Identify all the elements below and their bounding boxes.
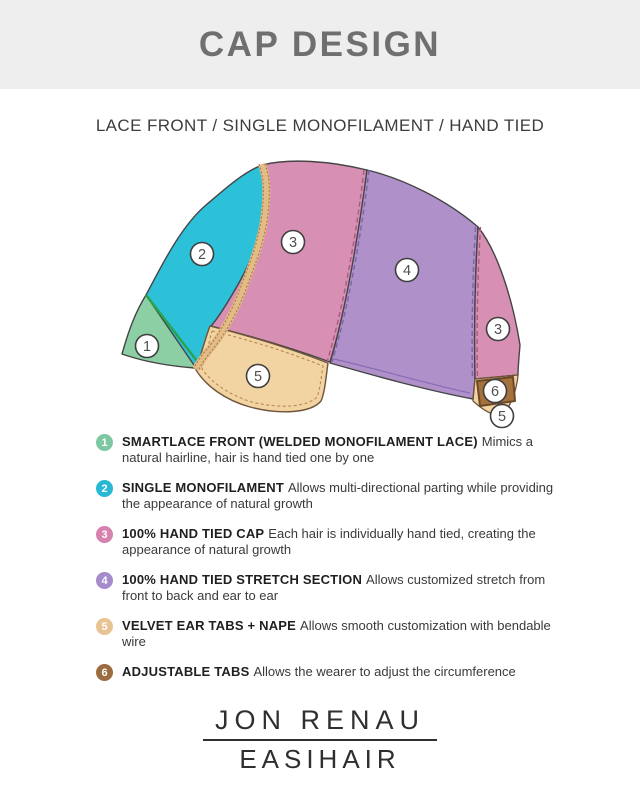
legend-desc-2: Allows multi-directional parting while providing the appearance of natural growth [122,480,554,511]
callout-4 [396,259,419,282]
legend-text-4 [122,572,564,604]
legend-text-3 [122,526,564,558]
legend-item-2 [96,480,564,512]
legend [96,434,564,681]
region-hand-tied-cap-back [475,227,520,379]
cap-illustration [100,149,540,431]
callout-3-front [282,231,305,254]
legend-badge-4: 4 [96,572,113,589]
legend-text-1 [122,434,564,466]
legend-label-2: SINGLE MONOFILAMENT [122,480,284,495]
legend-item-6 [96,664,564,681]
callout-5-ear-tab [247,365,270,388]
legend-label-6: ADJUSTABLE TABS [122,664,250,679]
callout-2 [191,243,214,266]
cap-subtitle: LACE FRONT / SINGLE MONOFILAMENT / HAND TIED [95,116,545,135]
legend-item-1 [96,434,564,466]
legend-badge-2: 2 [96,480,113,497]
legend-text-2 [122,480,564,512]
legend-item-5 [96,618,564,650]
callout-5-nape [491,405,514,428]
legend-desc-1: Mimics a natural hairline, hair is hand tied one by one [122,434,534,465]
legend-desc-3: Each hair is individually hand tied, creating the appearance of natural growth [122,526,536,557]
brand-name-top: JON RENAU [203,705,437,741]
legend-desc-4: Allows customized stretch from front to back and ear to ear [122,572,546,603]
legend-item-4 [96,572,564,604]
svg-text:5: 5 [497,409,507,425]
legend-label-1: SMARTLACE FRONT (WELDED MONOFILAMENT LACE) [122,434,478,449]
title-band [0,0,640,89]
svg-text:3: 3 [493,322,503,338]
legend-label-4: 100% HAND TIED STRETCH SECTION [122,572,363,587]
svg-text:1: 1 [142,339,152,355]
svg-text:3: 3 [288,235,298,251]
legend-badge-5: 5 [96,618,113,635]
legend-desc-6: Allows the wearer to adjust the circumference [253,664,516,679]
legend-text-5 [122,618,564,650]
svg-text:5: 5 [253,369,263,385]
callout-3-back [487,318,510,341]
legend-badge-3: 3 [96,526,113,543]
legend-item-3 [96,526,564,558]
legend-text-6 [122,664,516,680]
callout-1 [136,335,159,358]
svg-text:2: 2 [197,247,207,263]
legend-label-5: VELVET EAR TABS + NAPE [122,618,297,633]
callout-6 [484,380,507,403]
brand-name-bottom: EASIHAIR [239,744,401,774]
legend-desc-5: Allows smooth customization with bendable wire [122,618,551,649]
svg-text:6: 6 [490,384,500,400]
legend-badge-1: 1 [96,434,113,451]
brand-logo [0,705,640,775]
cap-diagram [100,149,540,431]
page-title: CAP DESIGN [198,24,442,64]
legend-label-3: 100% HAND TIED CAP [122,526,265,541]
legend-badge-6: 6 [96,664,113,681]
svg-text:4: 4 [402,263,412,279]
